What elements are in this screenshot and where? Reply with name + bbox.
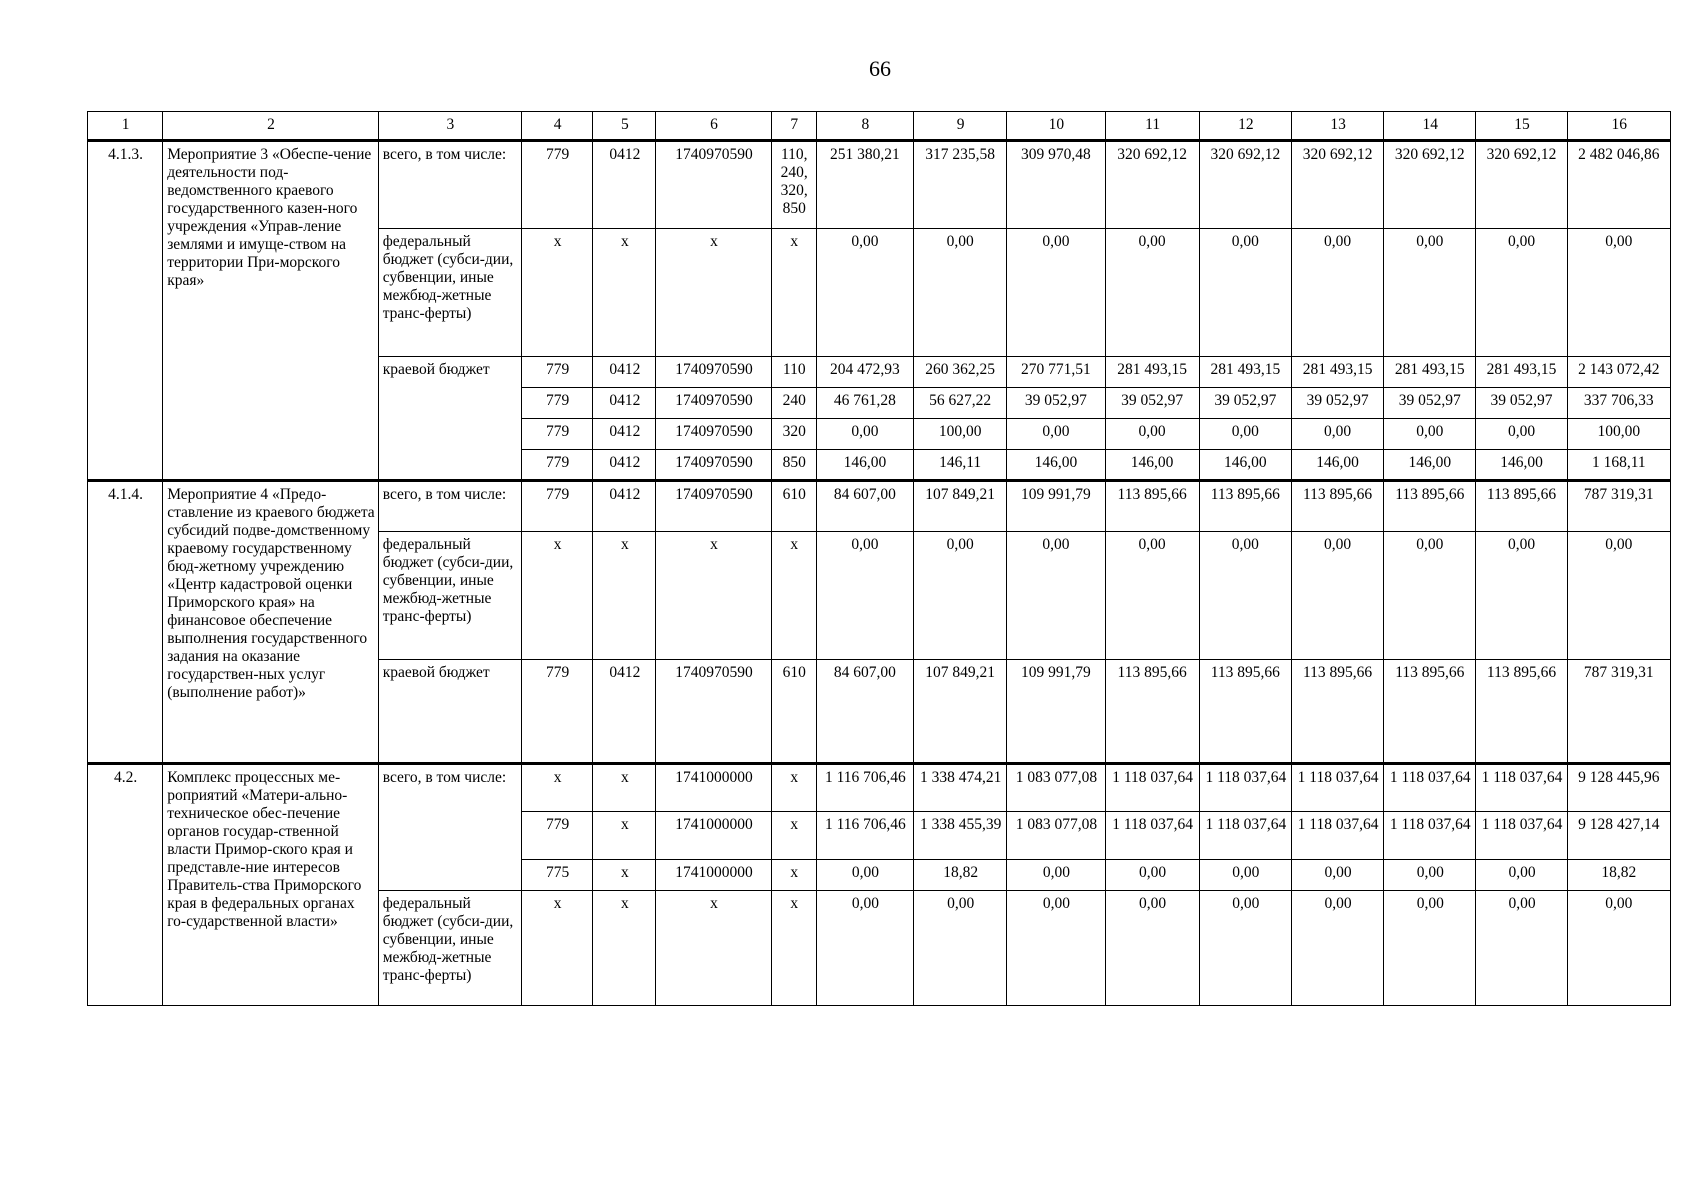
amount-cell: 39 052,97	[1291, 388, 1383, 419]
column-header: 15	[1476, 112, 1567, 141]
amount-cell: 0,00	[1105, 229, 1199, 357]
amount-cell: 0,00	[1384, 419, 1476, 450]
amount-cell: 281 493,15	[1199, 357, 1291, 388]
amount-cell: 1 118 037,64	[1291, 812, 1383, 860]
code-cell: 1741000000	[656, 812, 771, 860]
amount-cell: 0,00	[1007, 891, 1105, 1006]
amount-cell: 100,00	[1567, 419, 1670, 450]
amount-cell: 0,00	[1199, 419, 1291, 450]
amount-cell: 0,00	[1567, 891, 1670, 1006]
amount-cell: 0,00	[1199, 891, 1291, 1006]
code-cell: х	[771, 860, 816, 891]
amount-cell: 100,00	[914, 419, 1007, 450]
code-cell: х	[656, 891, 771, 1006]
code-cell: 779	[522, 357, 593, 388]
code-cell: 779	[522, 141, 593, 229]
amount-cell: 56 627,22	[914, 388, 1007, 419]
amount-cell: 113 895,66	[1105, 660, 1199, 764]
amount-cell: 146,00	[1199, 450, 1291, 481]
amount-cell: 1 168,11	[1567, 450, 1670, 481]
amount-cell: 9 128 445,96	[1567, 764, 1670, 812]
code-cell: х	[522, 532, 593, 660]
amount-cell: 0,00	[816, 532, 913, 660]
code-cell: 1740970590	[656, 388, 771, 419]
amount-cell: 1 083 077,08	[1007, 812, 1105, 860]
code-cell: х	[771, 532, 816, 660]
code-cell: х	[593, 764, 656, 812]
funding-source: федеральный бюджет (субси-дии, субвенции, иные межбюд-жетные транс-ферты)	[378, 532, 521, 660]
code-cell: 0412	[593, 419, 656, 450]
budget-table	[87, 111, 1671, 1006]
amount-cell: 1 118 037,64	[1105, 812, 1199, 860]
code-cell: 850	[771, 450, 816, 481]
amount-cell: 320 692,12	[1384, 141, 1476, 229]
funding-source: всего, в том числе:	[378, 764, 521, 891]
amount-cell: 1 338 474,21	[914, 764, 1007, 812]
code-cell: 779	[522, 388, 593, 419]
column-header: 4	[522, 112, 593, 141]
amount-cell: 281 493,15	[1476, 357, 1567, 388]
amount-cell: 0,00	[816, 419, 913, 450]
page-number: 66	[869, 56, 891, 81]
code-cell: х	[656, 532, 771, 660]
amount-cell: 0,00	[1384, 532, 1476, 660]
amount-cell: 320 692,12	[1476, 141, 1567, 229]
amount-cell: 0,00	[1291, 860, 1383, 891]
amount-cell: 317 235,58	[914, 141, 1007, 229]
amount-cell: 2 143 072,42	[1567, 357, 1670, 388]
code-cell: х	[593, 891, 656, 1006]
column-header: 8	[816, 112, 913, 141]
header-row	[88, 112, 1671, 141]
funding-source: федеральный бюджет (субси-дии, субвенции, иные межбюд-жетные транс-ферты)	[378, 229, 521, 357]
amount-cell: 0,00	[816, 229, 913, 357]
item-number: 4.1.4.	[88, 481, 163, 764]
code-cell: 1740970590	[656, 357, 771, 388]
funding-source: всего, в том числе:	[378, 481, 521, 532]
amount-cell: 1 118 037,64	[1291, 764, 1383, 812]
code-cell: х	[522, 891, 593, 1006]
code-cell: 110	[771, 357, 816, 388]
code-cell: 1740970590	[656, 481, 771, 532]
amount-cell: 113 895,66	[1105, 481, 1199, 532]
amount-cell: 18,82	[914, 860, 1007, 891]
code-cell: х	[593, 229, 656, 357]
amount-cell: 1 118 037,64	[1384, 764, 1476, 812]
code-cell: 1741000000	[656, 860, 771, 891]
amount-cell: 1 118 037,64	[1384, 812, 1476, 860]
amount-cell: 1 118 037,64	[1199, 764, 1291, 812]
amount-cell: 0,00	[914, 532, 1007, 660]
code-cell: 1740970590	[656, 660, 771, 764]
amount-cell: 146,00	[1007, 450, 1105, 481]
amount-cell: 107 849,21	[914, 481, 1007, 532]
amount-cell: 309 970,48	[1007, 141, 1105, 229]
code-cell: 1740970590	[656, 141, 771, 229]
column-header: 13	[1291, 112, 1383, 141]
amount-cell: 281 493,15	[1384, 357, 1476, 388]
column-header: 9	[914, 112, 1007, 141]
amount-cell: 0,00	[1567, 532, 1670, 660]
amount-cell: 1 083 077,08	[1007, 764, 1105, 812]
amount-cell: 251 380,21	[816, 141, 913, 229]
amount-cell: 0,00	[1291, 891, 1383, 1006]
amount-cell: 109 991,79	[1007, 660, 1105, 764]
column-header: 12	[1199, 112, 1291, 141]
code-cell: 779	[522, 419, 593, 450]
amount-cell: 0,00	[1384, 229, 1476, 357]
code-cell: 779	[522, 450, 593, 481]
code-cell: 240	[771, 388, 816, 419]
amount-cell: 146,00	[1384, 450, 1476, 481]
amount-cell: 0,00	[1291, 229, 1383, 357]
amount-cell: 46 761,28	[816, 388, 913, 419]
code-cell: х	[771, 764, 816, 812]
amount-cell: 337 706,33	[1567, 388, 1670, 419]
amount-cell: 0,00	[914, 891, 1007, 1006]
amount-cell: 1 118 037,64	[1199, 812, 1291, 860]
funding-source: федеральный бюджет (субси-дии, субвенции, иные межбюд-жетные транс-ферты)	[378, 891, 521, 1006]
amount-cell: 1 116 706,46	[816, 764, 913, 812]
amount-cell: 0,00	[1199, 860, 1291, 891]
amount-cell: 1 116 706,46	[816, 812, 913, 860]
amount-cell: 0,00	[1476, 891, 1567, 1006]
amount-cell: 0,00	[1105, 860, 1199, 891]
amount-cell: 270 771,51	[1007, 357, 1105, 388]
amount-cell: 260 362,25	[914, 357, 1007, 388]
code-cell: х	[593, 860, 656, 891]
amount-cell: 0,00	[1384, 860, 1476, 891]
code-cell: 1740970590	[656, 419, 771, 450]
code-cell: 775	[522, 860, 593, 891]
amount-cell: 0,00	[816, 860, 913, 891]
amount-cell: 146,00	[1476, 450, 1567, 481]
code-cell: х	[522, 764, 593, 812]
amount-cell: 9 128 427,14	[1567, 812, 1670, 860]
amount-cell: 0,00	[914, 229, 1007, 357]
amount-cell: 39 052,97	[1384, 388, 1476, 419]
item-number: 4.1.3.	[88, 141, 163, 481]
code-cell: 320	[771, 419, 816, 450]
column-header: 6	[656, 112, 771, 141]
code-cell: 779	[522, 481, 593, 532]
code-cell: 779	[522, 660, 593, 764]
code-cell: 1741000000	[656, 764, 771, 812]
table-row	[88, 481, 1671, 532]
amount-cell: 320 692,12	[1199, 141, 1291, 229]
amount-cell: 84 607,00	[816, 660, 913, 764]
item-name: Мероприятие 3 «Обеспе-чение деятельности под-ведомственного краевого государственного казен-ного учреждения «Управ-ление землями и имуще-ством на территории При-морского края»	[163, 141, 379, 481]
amount-cell: 0,00	[1476, 532, 1567, 660]
amount-cell: 787 319,31	[1567, 660, 1670, 764]
code-cell: 0412	[593, 357, 656, 388]
code-cell: х	[656, 229, 771, 357]
code-cell: х	[771, 812, 816, 860]
amount-cell: 0,00	[1567, 229, 1670, 357]
code-cell: 110, 240, 320, 850	[771, 141, 816, 229]
amount-cell: 113 895,66	[1384, 481, 1476, 532]
amount-cell: 113 895,66	[1476, 481, 1567, 532]
table-row	[88, 141, 1671, 229]
amount-cell: 0,00	[1105, 891, 1199, 1006]
amount-cell: 109 991,79	[1007, 481, 1105, 532]
funding-source: краевой бюджет	[378, 357, 521, 481]
amount-cell: 0,00	[1007, 229, 1105, 357]
amount-cell: 320 692,12	[1105, 141, 1199, 229]
amount-cell: 146,00	[1291, 450, 1383, 481]
amount-cell: 787 319,31	[1567, 481, 1670, 532]
amount-cell: 84 607,00	[816, 481, 913, 532]
amount-cell: 0,00	[1105, 419, 1199, 450]
code-cell: х	[771, 891, 816, 1006]
amount-cell: 0,00	[1384, 891, 1476, 1006]
amount-cell: 113 895,66	[1384, 660, 1476, 764]
amount-cell: 1 118 037,64	[1476, 812, 1567, 860]
column-header: 11	[1105, 112, 1199, 141]
amount-cell: 1 338 455,39	[914, 812, 1007, 860]
amount-cell: 0,00	[1291, 532, 1383, 660]
amount-cell: 0,00	[1105, 532, 1199, 660]
amount-cell: 1 118 037,64	[1476, 764, 1567, 812]
amount-cell: 113 895,66	[1291, 481, 1383, 532]
column-header: 3	[378, 112, 521, 141]
table-row	[88, 764, 1671, 812]
item-name: Мероприятие 4 «Предо-ставление из краевого бюджета субсидий подве-домственному краевому государственному бюд-жетному учреждению «Центр кадастровой оценки Приморского края» на финансовое обеспечение выполнения государственного задания на оказание государствен-ных услуг (выполнение работ)»	[163, 481, 379, 764]
amount-cell: 281 493,15	[1291, 357, 1383, 388]
code-cell: 610	[771, 660, 816, 764]
amount-cell: 0,00	[1476, 229, 1567, 357]
amount-cell: 39 052,97	[1476, 388, 1567, 419]
amount-cell: 146,00	[1105, 450, 1199, 481]
code-cell: х	[522, 229, 593, 357]
amount-cell: 0,00	[1007, 860, 1105, 891]
item-name: Комплекс процессных ме-роприятий «Матери-ально-техническое обес-печение органов государ-ственной власти Примор-ского края и представле-ние интересов Правитель-ства Приморского края в федеральных органах го-сударственной власти»	[163, 764, 379, 1006]
amount-cell: 113 895,66	[1199, 660, 1291, 764]
amount-cell: 146,00	[816, 450, 913, 481]
column-header: 14	[1384, 112, 1476, 141]
amount-cell: 0,00	[1007, 532, 1105, 660]
code-cell: 0412	[593, 450, 656, 481]
amount-cell: 204 472,93	[816, 357, 913, 388]
amount-cell: 0,00	[1476, 419, 1567, 450]
column-header: 5	[593, 112, 656, 141]
amount-cell: 1 118 037,64	[1105, 764, 1199, 812]
code-cell: 1740970590	[656, 450, 771, 481]
code-cell: х	[593, 812, 656, 860]
amount-cell: 113 895,66	[1291, 660, 1383, 764]
amount-cell: 0,00	[1291, 419, 1383, 450]
code-cell: 0412	[593, 141, 656, 229]
amount-cell: 2 482 046,86	[1567, 141, 1670, 229]
item-number: 4.2.	[88, 764, 163, 1006]
table-body	[88, 112, 1671, 1006]
amount-cell: 39 052,97	[1105, 388, 1199, 419]
amount-cell: 113 895,66	[1476, 660, 1567, 764]
code-cell: 0412	[593, 481, 656, 532]
funding-source: краевой бюджет	[378, 660, 521, 764]
amount-cell: 0,00	[1476, 860, 1567, 891]
code-cell: 0412	[593, 660, 656, 764]
amount-cell: 0,00	[816, 891, 913, 1006]
funding-source: всего, в том числе:	[378, 141, 521, 229]
code-cell: 0412	[593, 388, 656, 419]
amount-cell: 320 692,12	[1291, 141, 1383, 229]
amount-cell: 0,00	[1199, 532, 1291, 660]
amount-cell: 39 052,97	[1007, 388, 1105, 419]
amount-cell: 107 849,21	[914, 660, 1007, 764]
amount-cell: 39 052,97	[1199, 388, 1291, 419]
column-header: 10	[1007, 112, 1105, 141]
amount-cell: 0,00	[1007, 419, 1105, 450]
column-header: 2	[163, 112, 379, 141]
code-cell: х	[593, 532, 656, 660]
column-header: 16	[1567, 112, 1670, 141]
amount-cell: 281 493,15	[1105, 357, 1199, 388]
column-header: 1	[88, 112, 163, 141]
amount-cell: 18,82	[1567, 860, 1670, 891]
code-cell: х	[771, 229, 816, 357]
amount-cell: 0,00	[1199, 229, 1291, 357]
column-header: 7	[771, 112, 816, 141]
amount-cell: 146,11	[914, 450, 1007, 481]
code-cell: 610	[771, 481, 816, 532]
amount-cell: 113 895,66	[1199, 481, 1291, 532]
code-cell: 779	[522, 812, 593, 860]
